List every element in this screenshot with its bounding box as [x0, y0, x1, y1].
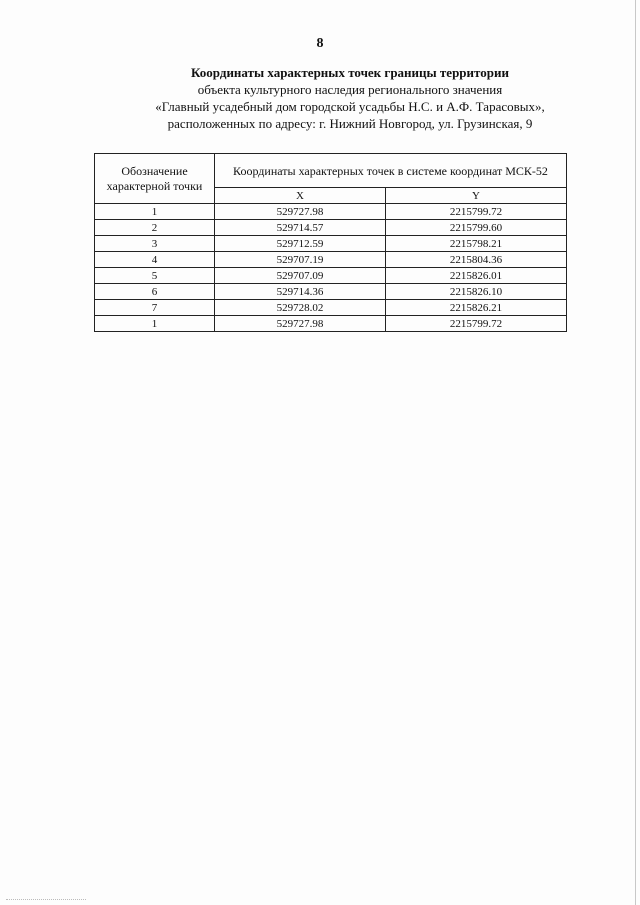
table-row [95, 268, 567, 284]
table-row [95, 316, 567, 332]
document-heading [140, 64, 560, 132]
scan-edge-line [635, 0, 636, 905]
point-cell: 3 [95, 236, 215, 252]
y-coordinate-cell: 2215826.10 [386, 284, 567, 300]
table-row [95, 236, 567, 252]
table-body [95, 204, 567, 332]
point-column-header: Обозначение характерной точки [95, 154, 215, 204]
point-cell: 6 [95, 284, 215, 300]
x-coordinate-cell: 529712.59 [215, 236, 386, 252]
x-coordinate-cell: 529728.02 [215, 300, 386, 316]
point-cell: 7 [95, 300, 215, 316]
y-coordinate-cell: 2215798.21 [386, 236, 567, 252]
x-coordinate-cell: 529727.98 [215, 316, 386, 332]
table-header-row [95, 154, 567, 188]
coordinates-table [94, 153, 567, 332]
heading-line-4: расположенных по адресу: г. Нижний Новгород, ул. Грузинская, 9 [167, 116, 533, 131]
table-row [95, 204, 567, 220]
point-cell: 4 [95, 252, 215, 268]
x-coordinate-cell: 529707.19 [215, 252, 386, 268]
page-number: 8 [316, 36, 324, 51]
point-cell: 2 [95, 220, 215, 236]
point-cell: 1 [95, 204, 215, 220]
table-row [95, 300, 567, 316]
x-coordinate-cell: 529714.57 [215, 220, 386, 236]
point-cell: 1 [95, 316, 215, 332]
x-coordinate-cell: 529714.36 [215, 284, 386, 300]
y-coordinate-cell: 2215799.72 [386, 316, 567, 332]
heading-line-3: «Главный усадебный дом городской усадьбы Н.С. и А.Ф. Тарасовых», [155, 99, 545, 114]
heading-title: Координаты характерных точек границы территории [191, 65, 509, 80]
x-coordinate-cell: 529727.98 [215, 204, 386, 220]
coordinates-column-header: Координаты характерных точек в системе координат МСК-52 [215, 154, 567, 188]
heading-line-2: объекта культурного наследия регионального значения [197, 82, 503, 97]
table-row [95, 252, 567, 268]
y-coordinate-cell: 2215826.01 [386, 268, 567, 284]
table-row [95, 220, 567, 236]
y-coordinate-cell: 2215799.60 [386, 220, 567, 236]
y-coordinate-cell: 2215826.21 [386, 300, 567, 316]
y-coordinate-cell: 2215804.36 [386, 252, 567, 268]
table-row [95, 284, 567, 300]
y-column-header: Y [386, 188, 567, 204]
x-coordinate-cell: 529707.09 [215, 268, 386, 284]
scan-artifact [6, 899, 86, 903]
point-cell: 5 [95, 268, 215, 284]
x-column-header: X [215, 188, 386, 204]
y-coordinate-cell: 2215799.72 [386, 204, 567, 220]
